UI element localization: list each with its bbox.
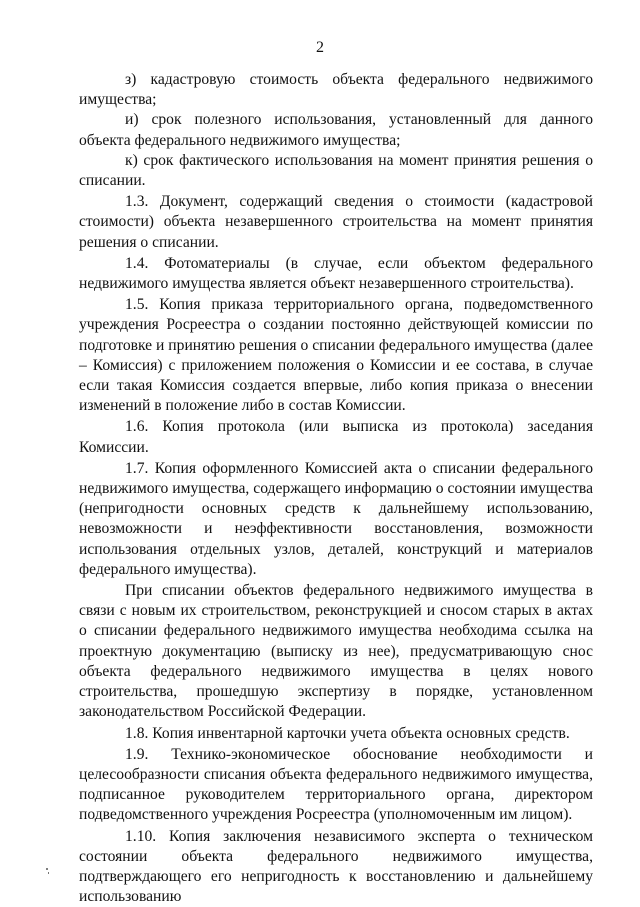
paragraph-1-10: 1.10. Копия заключения независимого эксперта о техническом состоянии объекта федерального недвижимого имущества, подтверждающего его непригодность к восстановлению и дальнейшему использованию: [79, 827, 593, 906]
paragraph-1-9: 1.9. Технико-экономическое обоснование необходимости и целесообразности списания объекта федерального недвижимого имущества, подписанное руководителем территориального органа, директором подведомственного учреждения Росреестра (уполномоченным им лицом).: [79, 745, 593, 824]
paragraph-1-6: 1.6. Копия протокола (или выписка из протокола) заседания Комиссии.: [79, 418, 593, 456]
paragraph-demolition-note: При списании объектов федерального недвижимого имущества в связи с новым их строительством, реконструкцией и сносом старых в актах о списании федерального недвижимого имущества необходима ссылка на проектную документацию (выписку из нее), предусматривающую снос объекта федерального недвижимого имущества в целях нового строительства, прошедшую экспертизу в порядке, установленном законодательством Российской Федерации.: [79, 582, 593, 721]
paragraph-1-5: 1.5. Копия приказа территориального органа, подведомственного учреждения Росреестра о создании постоянно действующей комиссии по подготовке и принятию решения о списании федерального имущества (далее – Комиссия) с приложением положения о Комиссии и ее состава, в случае если такая Комиссия создается впервые, либо копия приказа о внесении изменений в положение либо в состав Комиссии.: [79, 296, 593, 415]
paragraph-1-7: 1.7. Копия оформленного Комиссией акта о списании федерального недвижимого имущества, содержащего информацию о состоянии имущества (непригодности основных средств к дальнейшему использованию, невозможности и неэффективности восстановления, возможности использования отдельных узлов, деталей, конструкций и материалов федерального имущества).: [79, 459, 593, 578]
paragraph-item-z: з) кадастровую стоимость объекта федерального недвижимого имущества;: [79, 71, 593, 109]
paragraph-1-8: 1.8. Копия инвентарной карточки учета объекта основных средств.: [125, 724, 570, 742]
paragraph-item-i: и) срок полезного использования, установленный для данного объекта федерального недвижимого имущества;: [79, 111, 593, 149]
page-number: 2: [316, 39, 324, 56]
paragraph-item-k: к) срок фактического использования на момент принятия решения о списании.: [79, 151, 593, 190]
paragraph-1-3: 1.3. Документ, содержащий сведения о стоимости (кадастровой стоимости) объекта незавершенного строительства на момент принятия решения о списании.: [79, 193, 593, 251]
scan-speck: [46, 868, 48, 870]
paragraph-1-4: 1.4. Фотоматериалы (в случае, если объектом федерального недвижимого имущества является объект незавершенного строительства).: [79, 254, 593, 293]
scan-speck: [48, 872, 49, 874]
document-body: [79, 70, 593, 907]
